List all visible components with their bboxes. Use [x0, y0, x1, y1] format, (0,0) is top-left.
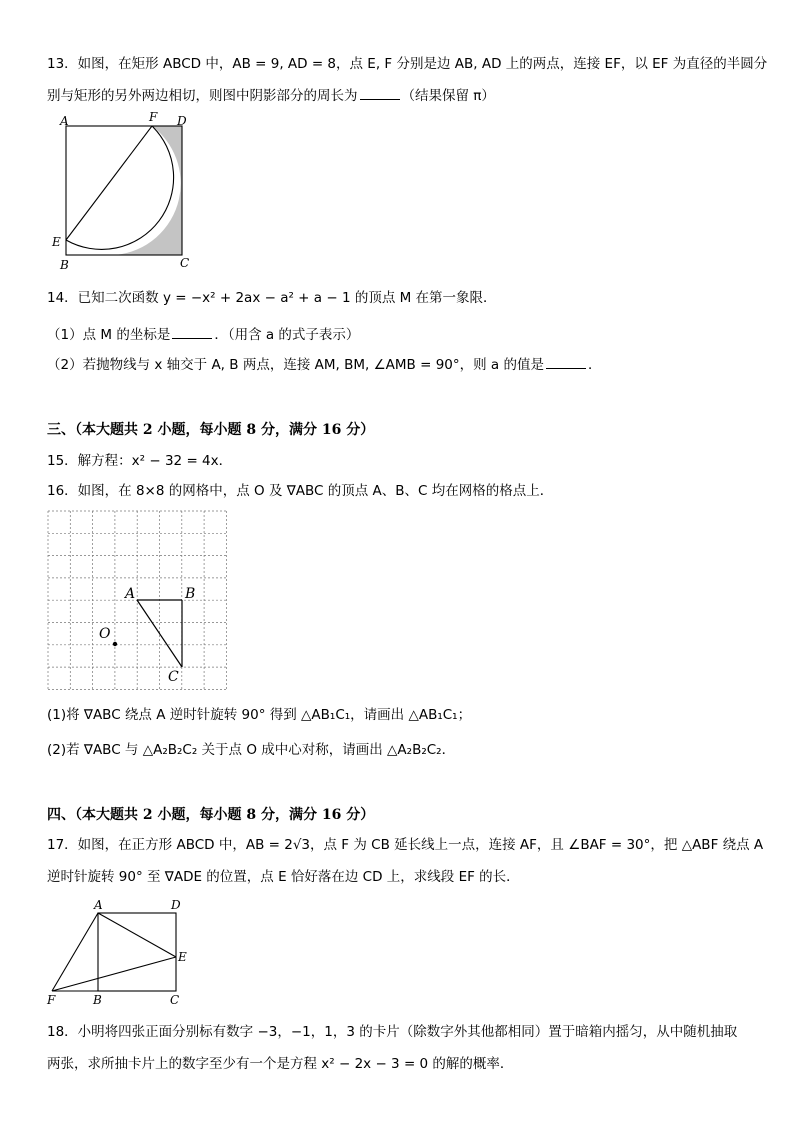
q17-segment-ae [98, 913, 176, 957]
q13-segment-ef [66, 126, 152, 240]
section-4-heading: 四、（本大题共 2 小题，每小题 8 分，满分 16 分） [47, 807, 375, 823]
q16-label-a: A [125, 586, 136, 602]
q16-part2: (2)若 ∇ABC 与 △A₂B₂C₂ 关于点 O 成中心对称，请画出 △A₂B₂C₂． [47, 742, 456, 758]
q18-line2: 两张，求所抽卡片上的数字至少有一个是方程 x² − 2x − 3 = 0 的解的概率． [47, 1056, 514, 1072]
q13-figure [48, 108, 198, 273]
q13-line2-prefix: 别与矩形的另外两边相切，则图中阴影部分的周长为 [47, 88, 358, 104]
q17-label-a: A [94, 898, 103, 912]
q16-grid-figure [46, 509, 228, 691]
q16-label-c: C [168, 669, 179, 685]
q14-stem: 14．已知二次函数 y = −x² + 2ax − a² + a − 1 的顶点 M 在第一象限． [47, 290, 497, 306]
q13-label-f: F [149, 110, 158, 124]
q14-part2-blank [546, 356, 586, 369]
q17-line2: 逆时针旋转 90° 至 ∇ADE 的位置，点 E 恰好落在边 CD 上，求线段 EF 的长． [47, 869, 520, 885]
q17-label-f: F [47, 993, 56, 1007]
q14-part2-prefix: （2）若抛物线与 x 轴交于 A, B 两点，连接 AM, BM, ∠AMB = 90°，则 a 的值是 [47, 357, 544, 373]
q13-label-e: E [52, 235, 61, 249]
q17-label-c: C [170, 993, 180, 1007]
q13-semicircle-arc [66, 126, 174, 249]
q15-text: 15．解方程：x² − 32 = 4x． [47, 453, 233, 469]
q17-label-b: B [93, 993, 102, 1007]
q14-part1-suffix: ．（用含 a 的式子表示） [214, 327, 360, 343]
q13-line1: 13．如图，在矩形 ABCD 中，AB = 9, AD = 8，点 E, F 分别是边 AB, AD 上的两点，连接 EF，以 EF 为直径的半圆分 [47, 56, 768, 72]
q13-label-c: C [180, 256, 190, 270]
q16-part1: (1)将 ∇ABC 绕点 A 逆时针旋转 90° 得到 △AB₁C₁，请画出 △AB₁C₁； [47, 707, 472, 723]
q16-label-o: O [99, 626, 111, 642]
section-3-heading: 三、（本大题共 2 小题，每小题 8 分，满分 16 分） [47, 422, 375, 438]
q13-shaded-region [115, 126, 182, 255]
q13-line2 [47, 87, 495, 105]
q14-part2 [47, 356, 602, 374]
q16-point-o [113, 642, 117, 646]
q13-line2-suffix: （结果保留 π） [401, 88, 495, 104]
q17-square [98, 913, 176, 991]
q17-segment-fe [52, 957, 176, 991]
q13-label-d: D [177, 114, 187, 128]
q16-label-b: B [185, 586, 196, 602]
q16-stem: 16．如图，在 8×8 的网格中，点 O 及 ∇ABC 的顶点 A、B、C 均在网格的格点上． [47, 483, 554, 499]
q17-label-d: D [171, 898, 181, 912]
q18-line1: 18．小明将四张正面分别标有数字 −3，−1，1，3 的卡片（除数字外其他都相同）置于暗箱内摇匀，从中随机抽取 [47, 1024, 738, 1040]
q17-segment-af [52, 913, 98, 991]
q17-figure [44, 897, 194, 1009]
q14-part1-blank [172, 326, 212, 339]
q13-label-a: A [60, 114, 69, 128]
q17-label-e: E [178, 950, 187, 964]
q14-part2-suffix: ． [588, 357, 602, 373]
q17-line1: 17．如图，在正方形 ABCD 中，AB = 2√3，点 F 为 CB 延长线上一点，连接 AF，且 ∠BAF = 30°，把 △ABF 绕点 A [47, 837, 764, 853]
q13-answer-blank [360, 87, 400, 100]
q13-label-b: B [60, 258, 69, 272]
q14-part1-prefix: （1）点 M 的坐标是 [47, 327, 171, 343]
q14-part1 [47, 326, 359, 344]
